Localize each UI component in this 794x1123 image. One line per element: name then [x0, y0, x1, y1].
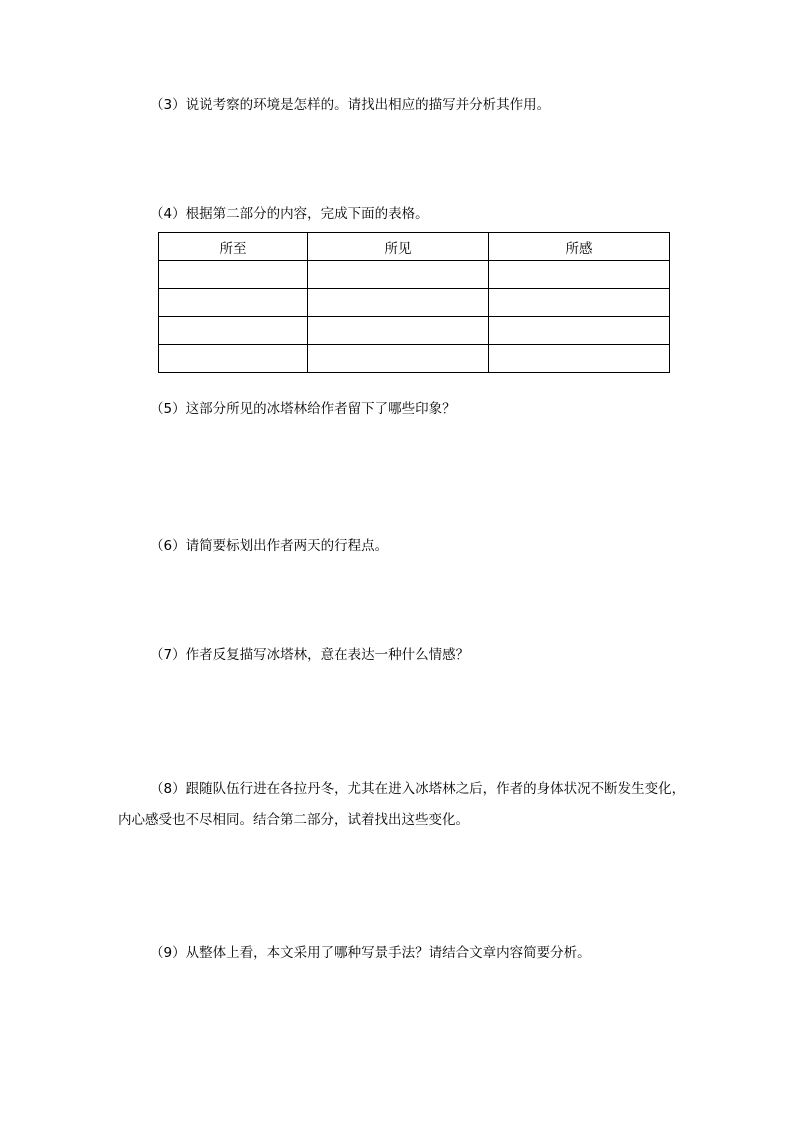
- header-location: 所至: [159, 233, 308, 261]
- table-cell[interactable]: [159, 261, 308, 289]
- table-row: [159, 345, 670, 373]
- table-cell[interactable]: [308, 317, 489, 345]
- answer-table: [158, 232, 670, 373]
- table-cell[interactable]: [308, 261, 489, 289]
- question-6: （6）请简要标划出作者两天的行程点。: [150, 538, 389, 554]
- table-cell[interactable]: [159, 289, 308, 317]
- question-9: （9）从整体上看，本文采用了哪种写景手法？请结合文章内容简要分析。: [150, 945, 591, 961]
- question-5: （5）这部分所见的冰塔林给作者留下了哪些印象？: [150, 401, 456, 417]
- table-cell[interactable]: [308, 289, 489, 317]
- question-8: （8）跟随队伍行进在各拉丹冬，尤其在进入冰塔林之后，作者的身体状况不断发生变化，内心感受也不尽相同。结合第二部分，试着找出这些变化。: [118, 781, 686, 828]
- header-observation: 所见: [308, 233, 489, 261]
- question-4: （4）根据第二部分的内容，完成下面的表格。: [150, 206, 429, 222]
- table-row: [159, 317, 670, 345]
- table-cell[interactable]: [159, 345, 308, 373]
- table-cell[interactable]: [489, 261, 670, 289]
- table-row: [159, 289, 670, 317]
- table-cell[interactable]: [308, 345, 489, 373]
- question-7: （7）作者反复描写冰塔林，意在表达一种什么情感？: [150, 647, 470, 663]
- table-header-row: [159, 233, 670, 261]
- table-cell[interactable]: [489, 317, 670, 345]
- table-cell[interactable]: [159, 317, 308, 345]
- table-cell[interactable]: [489, 289, 670, 317]
- table-cell[interactable]: [489, 345, 670, 373]
- question-3: （3）说说考察的环境是怎样的。请找出相应的描写并分析其作用。: [150, 97, 551, 113]
- header-feeling: 所感: [489, 233, 670, 261]
- table-row: [159, 261, 670, 289]
